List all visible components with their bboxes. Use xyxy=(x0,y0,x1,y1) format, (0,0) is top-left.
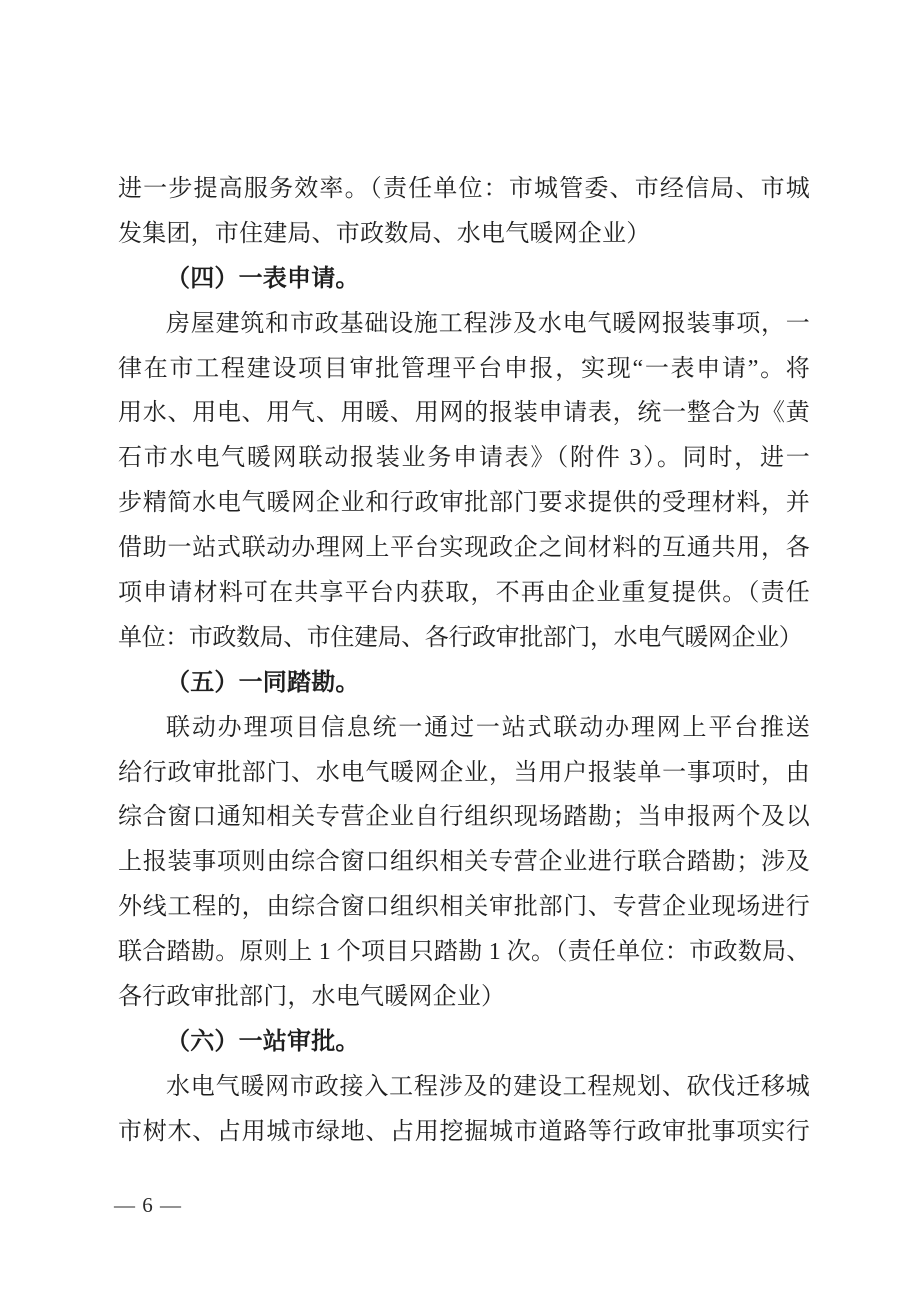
text-line: 水电气暖网市政接入工程涉及的建设工程规划、砍伐迁移城 xyxy=(166,1073,810,1100)
text-line: 项申请材料可在共享平台内获取，不再由企业重复提供。（责任 xyxy=(118,580,810,607)
text-line: 石市水电气暖网联动报装业务申请表》（附件 3）。同时，进一 xyxy=(118,445,810,472)
text-line: 综合窗口通知相关专营企业自行组织现场踏勘；当申报两个及以 xyxy=(118,804,810,831)
text-line: 用水、用电、用气、用暖、用网的报装申请表，统一整合为《黄 xyxy=(118,400,810,427)
text-line: 借助一站式联动办理网上平台实现政企之间材料的互通共用，各 xyxy=(118,535,810,562)
text-line: 进一步提高服务效率。（责任单位：市城管委、市经信局、市城 xyxy=(118,176,810,202)
text-line: 上报装事项则由综合窗口组织相关专营企业进行联合踏勘；涉及 xyxy=(118,849,810,876)
text-line: 各行政审批部门，水电气暖网企业） xyxy=(118,984,506,1011)
text-line: 律在市工程建设项目审批管理平台申报，实现“一表申请”。将 xyxy=(118,355,810,382)
text-line: 步精简水电气暖网企业和行政审批部门要求提供的受理材料，并 xyxy=(118,490,810,517)
text-line: 联动办理项目信息统一通过一站式联动办理网上平台推送 xyxy=(166,714,810,741)
text-line: 外线工程的，由综合窗口组织相关审批部门、专营企业现场进行 xyxy=(118,894,810,921)
text-line: 房屋建筑和市政基础设施工程涉及水电气暖网报装事项，一 xyxy=(166,310,810,337)
section-heading: （五）一同踏勘。 xyxy=(166,669,360,696)
text-line: 单位：市政数局、市住建局、各行政审批部门，水电气暖网企业） xyxy=(118,624,803,651)
text-line: 市树木、占用城市绿地、占用挖掘城市道路等行政审批事项实行 xyxy=(118,1118,810,1145)
section-heading: （四）一表申请。 xyxy=(166,265,360,292)
page-number: — 6 — xyxy=(114,1193,182,1217)
text-line: 发集团，市住建局、市政数局、水电气暖网企业） xyxy=(118,220,651,247)
text-line: 给行政审批部门、水电气暖网企业，当用户报装单一事项时，由 xyxy=(118,759,810,786)
document-text-content xyxy=(118,167,810,1155)
section-heading: （六）一站审批。 xyxy=(166,1028,360,1055)
text-line: 联合踏勘。原则上 1 个项目只踏勘 1 次。（责任单位：市政数局、 xyxy=(118,939,810,966)
